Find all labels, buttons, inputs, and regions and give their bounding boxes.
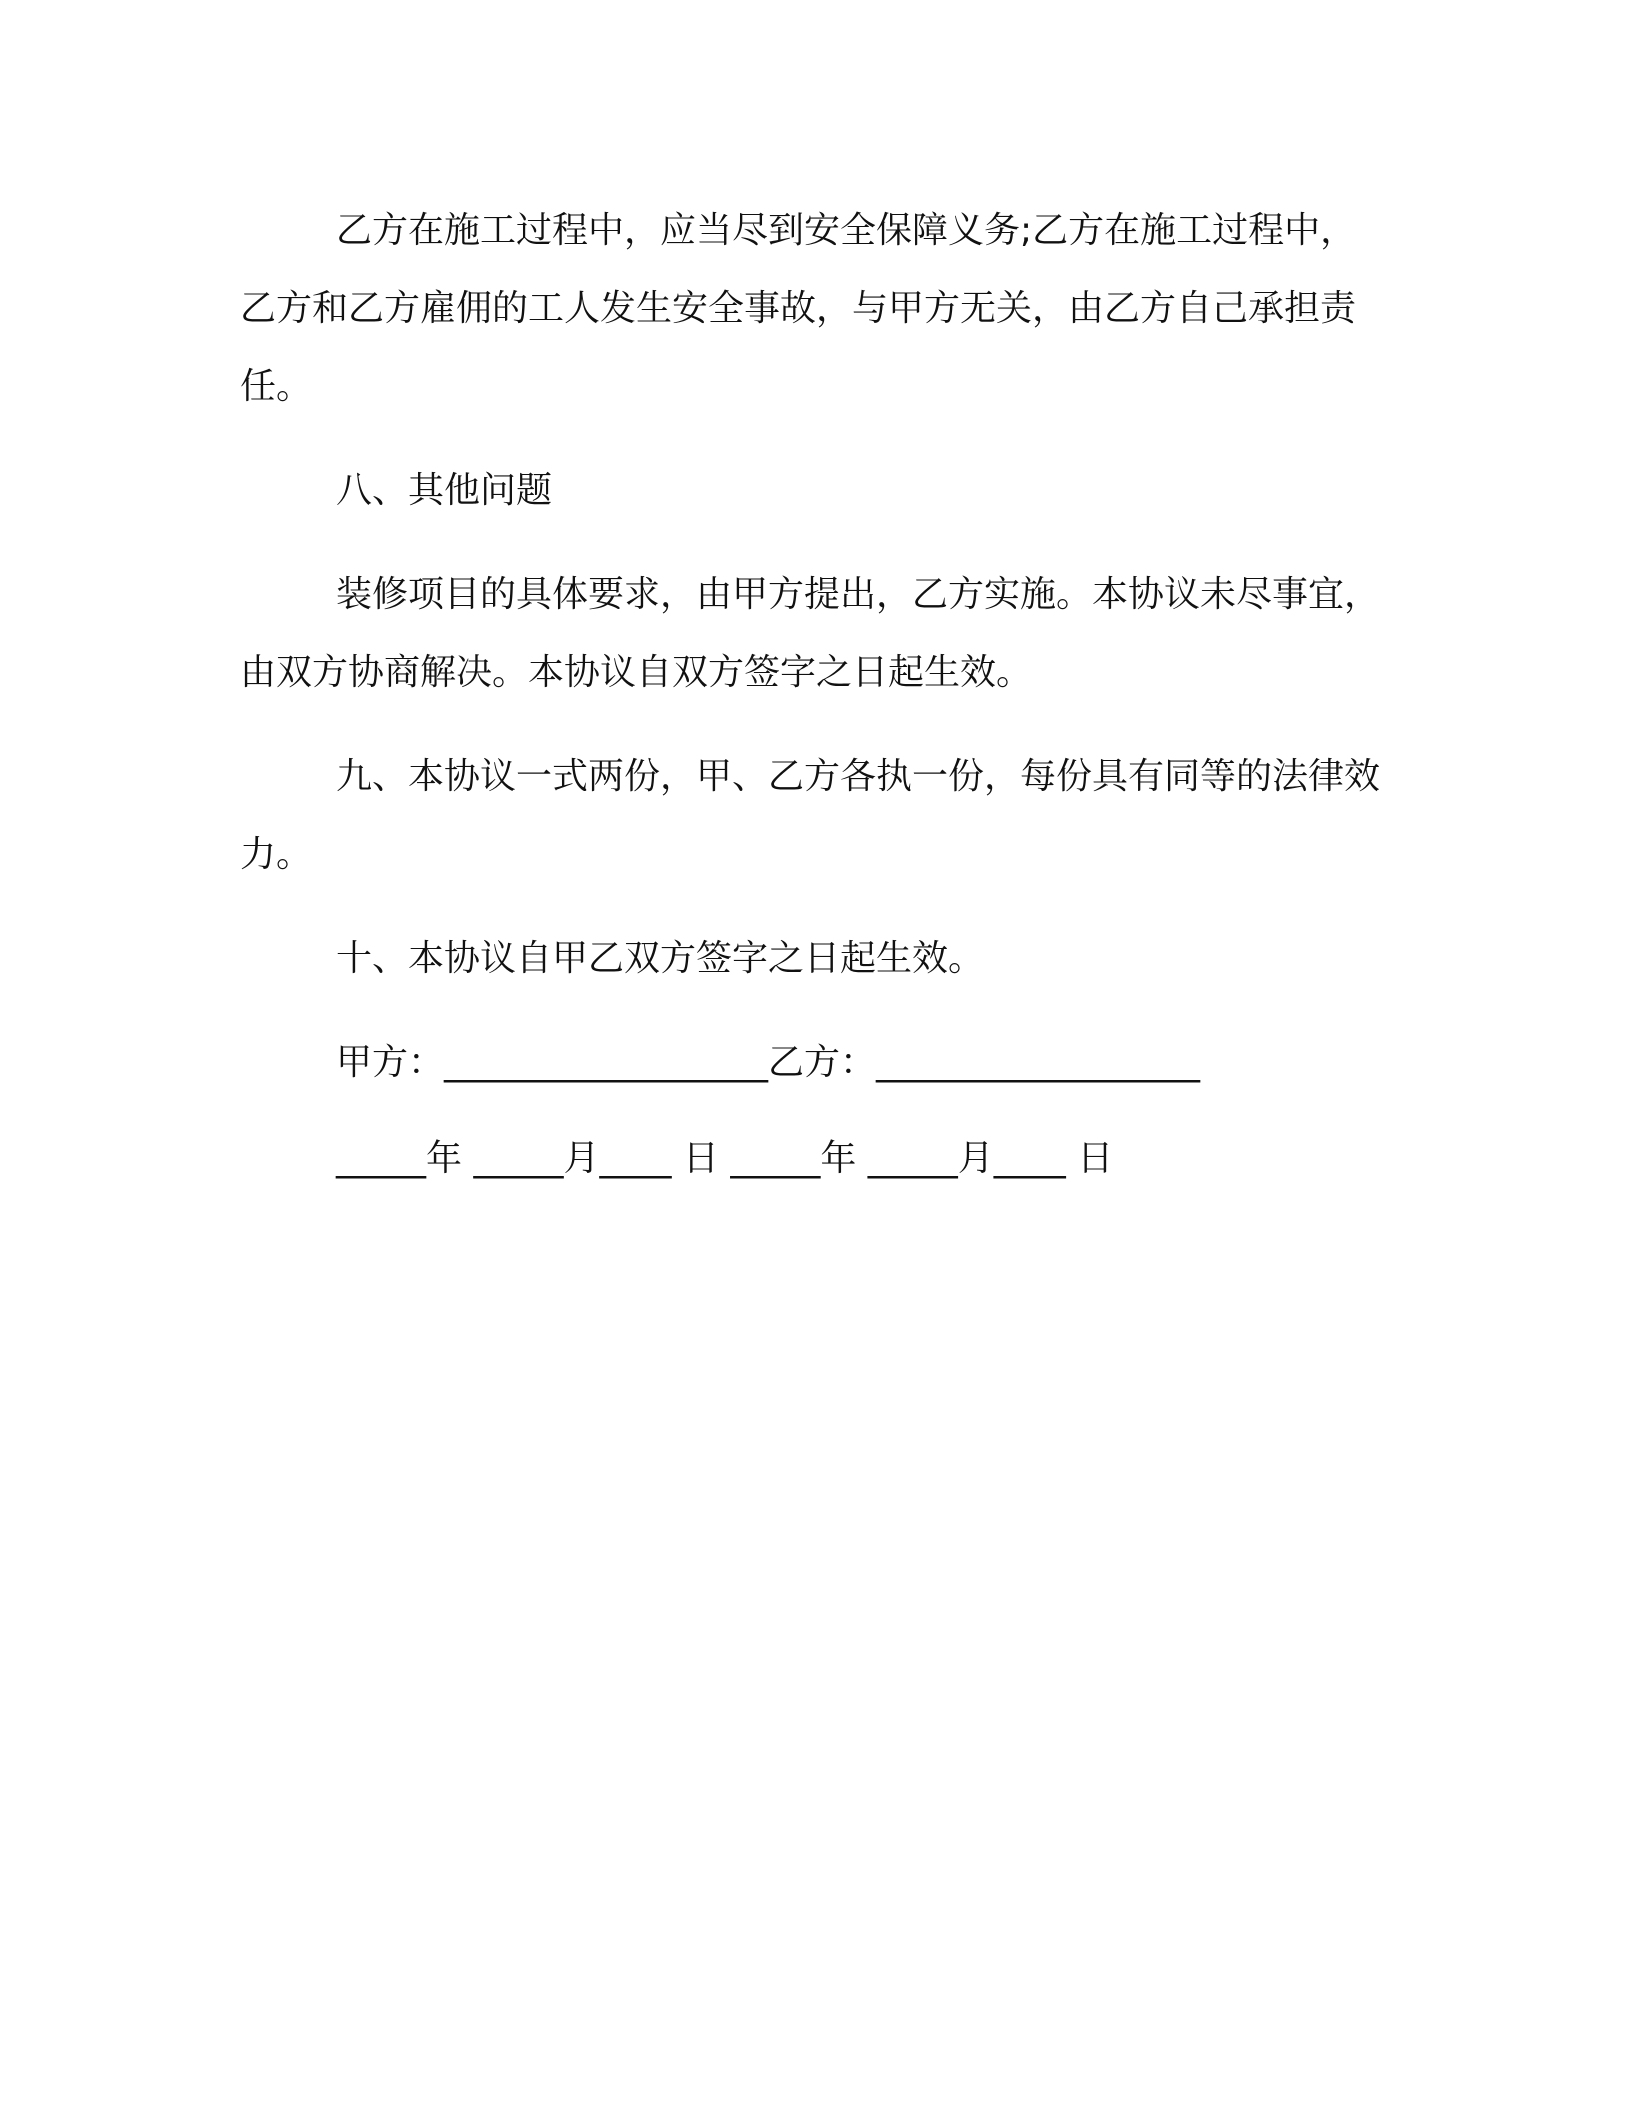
signature-line: 甲方：__________________乙方：__________________ xyxy=(336,1042,1201,1083)
paragraph-copies: 九、本协议一式两份，甲、乙方各执一份，每份具有同等的法律效力。 xyxy=(240,756,1381,875)
paragraph-safety-obligation: 乙方在施工过程中，应当尽到安全保障义务;乙方在施工过程中，乙方和乙方雇佣的工人发生安全事故，与甲方无关，由乙方自己承担责任。 xyxy=(240,210,1357,407)
document-body xyxy=(240,192,1390,1198)
section-heading-other-issues: 八、其他问题 xyxy=(336,470,553,511)
paragraph-effective-date: 十、本协议自甲乙双方签字之日起生效。 xyxy=(336,938,985,979)
date-line: _____年 _____月____ 日 _____年 _____月____ 日 xyxy=(336,1138,1114,1179)
paragraph-project-requirements: 装修项目的具体要求，由甲方提出，乙方实施。本协议未尽事宜，由双方协商解决。本协议自双方签字之日起生效。 xyxy=(240,574,1381,693)
